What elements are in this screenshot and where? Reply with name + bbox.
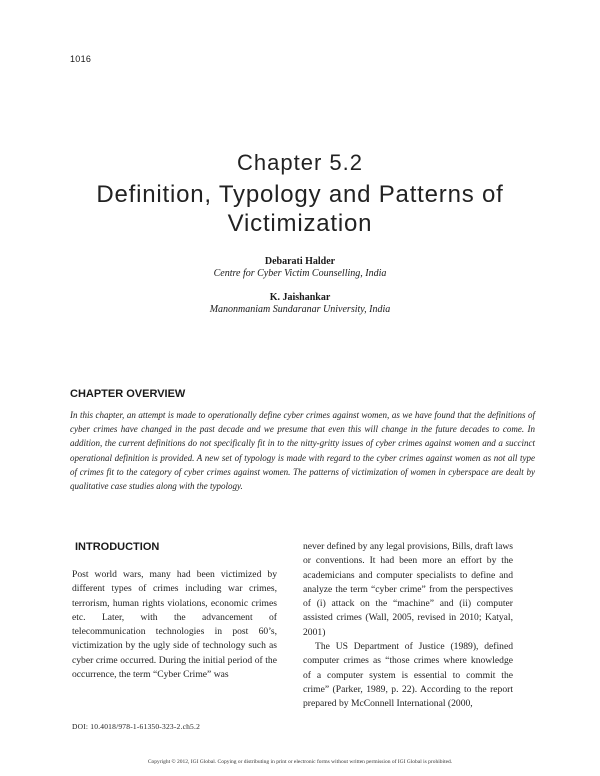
chapter-label: Chapter 5.2 (237, 150, 363, 175)
left-column (72, 568, 277, 682)
chapter-overview-heading: CHAPTER OVERVIEW (70, 388, 186, 400)
author-affiliation: Manonmaniam Sundaranar University, India (209, 304, 391, 315)
doi-line: DOI: 10.4018/978-1-61350-323-2.ch5.2 (72, 722, 201, 731)
chapter-title: Definition, Typology and Patterns of Victimization (96, 181, 504, 237)
copyright-footer: Copyright © 2012, IGI Global. Copying or distributing in print or electronic forms without written permission of IGI Global is prohibited. (147, 759, 453, 765)
page-number: 1016 (70, 54, 92, 64)
body-paragraph: The US Department of Justice (1989), defined computer crimes as “those crimes where knowledge of a computer system is essential to commit the crime” (Parker, 1989, p. 22). According to the report prepared by McConnell International (2000, (303, 641, 513, 710)
author-affiliation: Centre for Cyber Victim Counselling, India (213, 268, 387, 279)
body-paragraph: Post world wars, many had been victimized by different types of crimes including war crimes, terrorism, human rights violations, economic crimes etc. Later, with the advancement of telecommunication technologies in post 60’s, victimization by the ugly side of technology such as cyber crime occurred. During the initial period of the occurrence, the term “Cyber Crime” was (72, 569, 277, 681)
body-paragraph: never defined by any legal provisions, Bills, draft laws or conventions. It had been more an effort by the academicians and computer specialists to define and analyze the term “cyber crime” from the perspectives of (i) attack on the “machine” and (ii) computer assisted crimes (Wall, 2005, revised in 2010; Katyal, 2001) (303, 541, 513, 638)
chapter-overview-text: In this chapter, an attempt is made to operationally define cyber crimes against women, as we have found that the definitions of cyber crimes have changed in the past decade and we presume that even this will change in the future decades to come. In addition, the current definitions do not specifically fit in to the nitty-gritty issues of cyber crimes against women and a succinct operational definition is provided. A new set of typology is made with regard to the cyber crimes against women as not all type of crimes fit to the category of cyber crimes against women. The patterns of victimization of women in cyberspace are dealt by qualitative case studies along with the typology. (70, 410, 535, 492)
author-name: K. Jaishankar (269, 292, 331, 303)
right-column (303, 540, 513, 712)
author-name: Debarati Halder (264, 256, 336, 267)
introduction-heading: INTRODUCTION (75, 541, 160, 553)
